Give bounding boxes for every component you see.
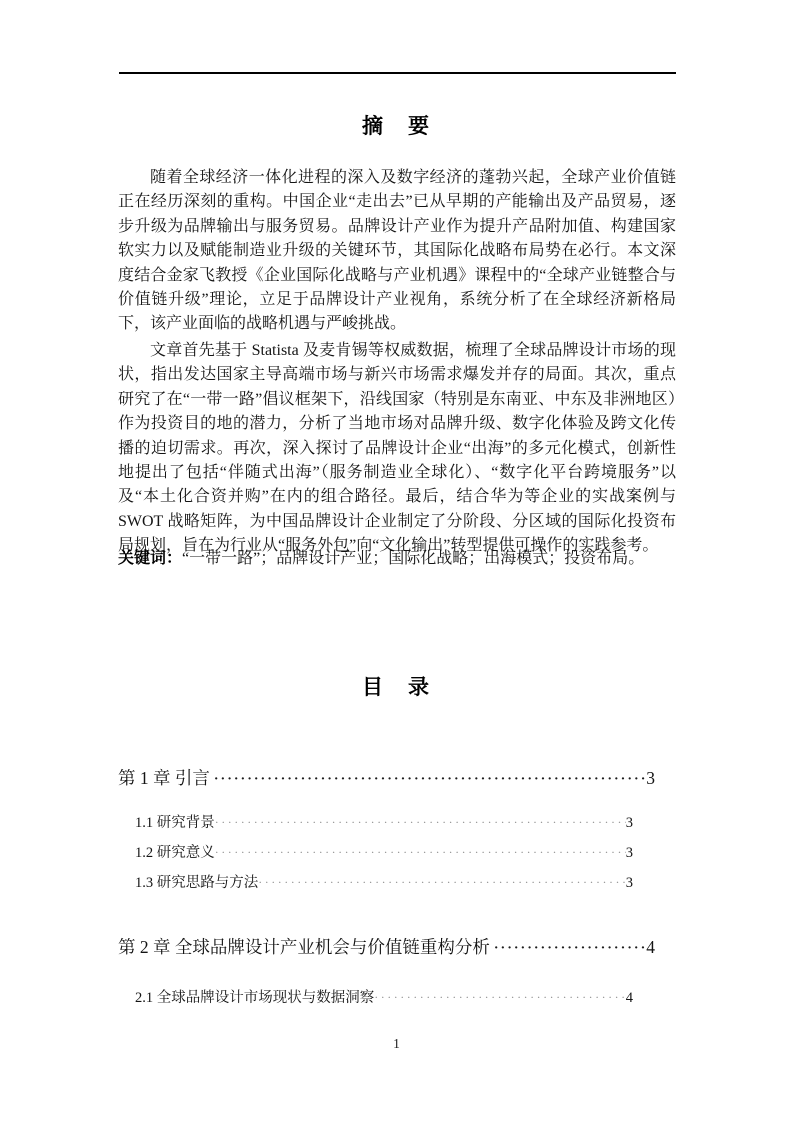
toc-entry-label: 2.1 全球品牌设计市场现状与数据洞察: [135, 990, 375, 1006]
toc-dot-leader: [258, 871, 626, 893]
toc-entry-1-2[interactable]: [135, 842, 633, 864]
toc-page-number: 3: [625, 875, 633, 891]
toc-entry-label: 1.2 研究意义: [135, 845, 215, 861]
toc-entry-2-1[interactable]: [135, 987, 633, 1009]
keywords-text: “一带一路”；品牌设计产业；国际化战略；出海模式；投资布局。: [182, 550, 645, 567]
toc-entry-1-1[interactable]: [135, 812, 633, 834]
toc-entry-label: 第 1 章 引言: [118, 768, 210, 788]
toc-dot-leader: [494, 936, 646, 962]
toc-entry-1-3[interactable]: [135, 872, 633, 894]
keywords-line: [118, 547, 676, 571]
abstract-paragraph-1: 随着全球经济一体化进程的深入及数字经济的蓬勃兴起，全球产业价值链正在经历深刻的重构。中国企业“走出去”已从早期的产能输出及产品贸易，逐步升级为品牌输出与服务贸易。品牌设计产业作为提升产品附加值、构建国家软实力以及赋能制造业升级的关键环节，其国际化战略布局势在必行。本文深度结合金家飞教授《企业国际化战略与产业机遇》课程中的“全球产业链整合与价值链升级”理论，立足于品牌设计产业视角，系统分析了在全球经济新格局下，该产业面临的战略机遇与严峻挑战。: [118, 169, 676, 333]
toc-entry-chapter-1[interactable]: [118, 765, 655, 794]
toc-dot-leader: [374, 986, 626, 1008]
toc-page-number: 3: [625, 845, 633, 861]
toc-entry-label: 1.1 研究背景: [135, 815, 215, 831]
toc-dot-leader: [215, 841, 626, 863]
abstract-heading: 摘 要: [362, 115, 431, 138]
keywords-label: 关键词：: [118, 550, 183, 567]
toc-dot-leader: [215, 811, 626, 833]
toc-page-number: 4: [625, 990, 633, 1006]
abstract-paragraph-2: 文章首先基于 Statista 及麦肯锡等权威数据，梳理了全球品牌设计市场的现状，指出发达国家主导高端市场与新兴市场需求爆发并存的局面。其次，重点研究了在“一带一路”倡议框架下，沿线国家（特别是东南亚、中东及非洲地区）作为投资目的地的潜力，分析了当地市场对品牌升级、数字化体验及跨文化传播的迫切需求。再次，深入探讨了品牌设计企业“出海”的多元化模式，创新性地提出了包括“伴随式出海”（服务制造业全球化）、“数字化平台跨境服务”以及“本土化合资并购”在内的组合路径。最后，结合华为等企业的实战案例与 SWOT 战略矩阵，为中国品牌设计企业制定了分阶段、分区域的国际化投资布局规划，旨在为行业从“服务外包”向“文化输出”转型提供可操作的实践参考。: [118, 342, 676, 555]
header-rule: [119, 72, 676, 74]
toc-heading: 目 录: [362, 676, 431, 699]
toc-entry-label: 第 2 章 全球品牌设计产业机会与价值链重构分析: [118, 937, 490, 957]
toc-entry-label: 1.3 研究思路与方法: [135, 875, 259, 891]
toc-entry-chapter-2[interactable]: [118, 934, 655, 963]
toc-page-number: 4: [646, 937, 655, 957]
toc-dot-leader: [214, 767, 646, 793]
toc-page-number: 3: [625, 815, 633, 831]
toc-page-number: 3: [646, 768, 655, 788]
footer-page-number: 1: [393, 1036, 400, 1051]
